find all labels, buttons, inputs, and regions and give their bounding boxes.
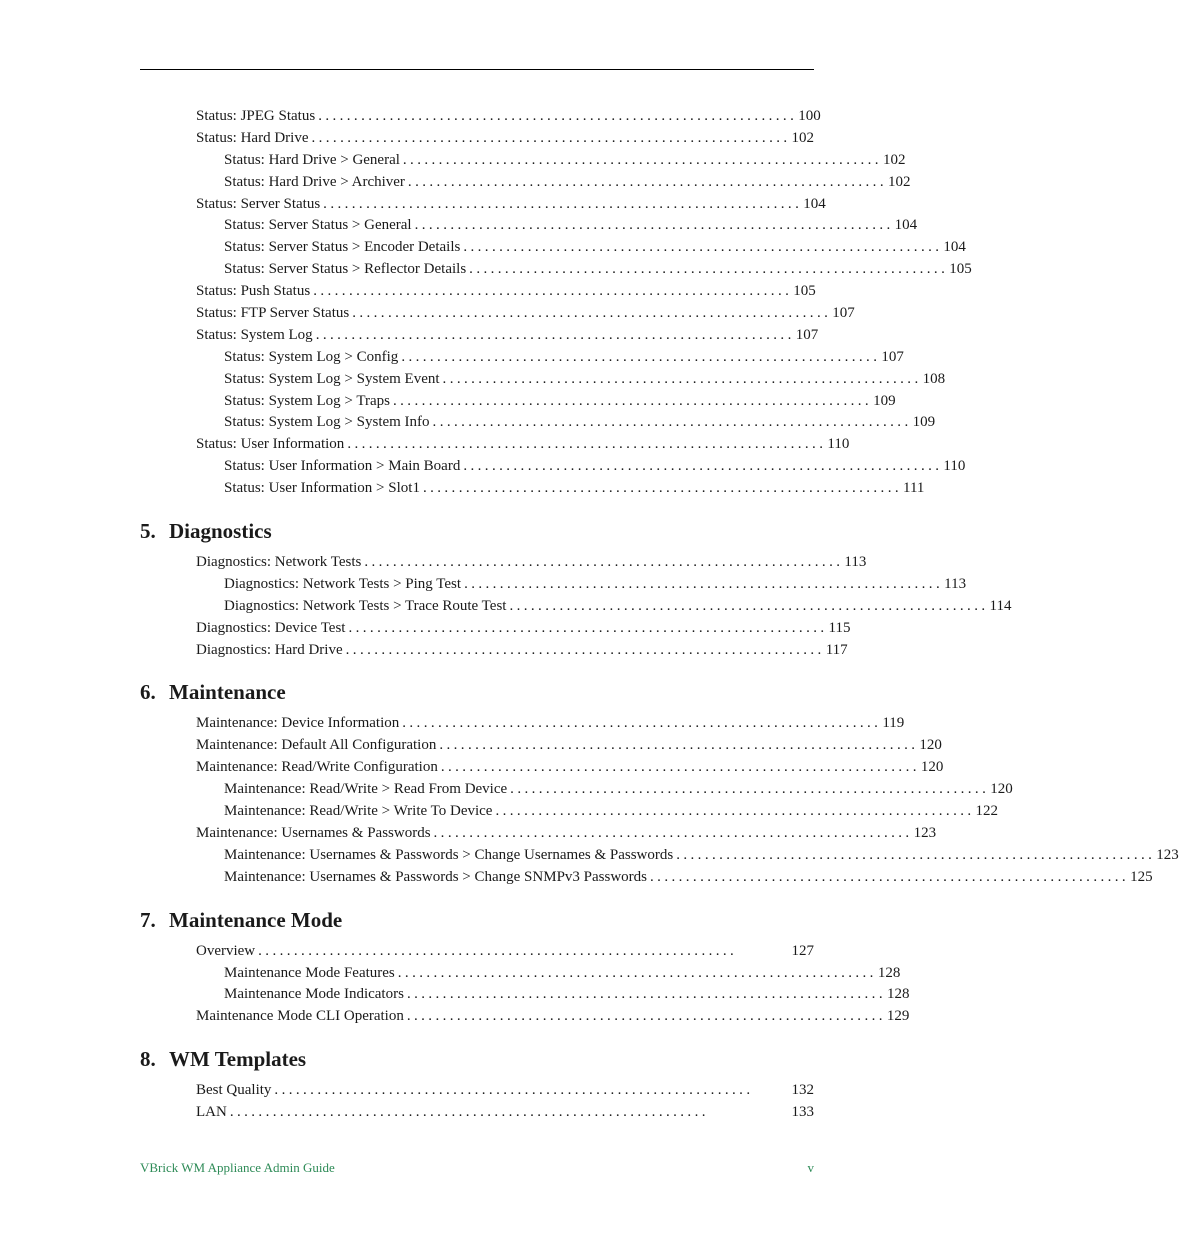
page-footer — [140, 1160, 814, 1176]
toc-entry[interactable] — [140, 347, 904, 369]
chapter-title: Maintenance — [169, 680, 286, 705]
dot-leader: ................................................................... — [464, 575, 944, 592]
toc-entry-page: 111 — [903, 480, 925, 497]
dot-leader: ................................................................... — [348, 619, 828, 636]
dot-leader: ................................................................... — [439, 737, 919, 754]
toc-entry-title: Status: System Log > Traps — [224, 392, 390, 409]
toc-entry[interactable] — [140, 984, 910, 1006]
toc-entry-page: 114 — [989, 597, 1012, 614]
toc-entry[interactable] — [140, 801, 999, 823]
toc-entry-page: 120 — [919, 737, 942, 754]
toc-entry-title: Status: Server Status > General — [224, 217, 412, 234]
chapter-heading — [140, 907, 814, 933]
toc-entry-title: Diagnostics: Device Test — [196, 619, 346, 636]
dot-leader: ................................................................... — [509, 597, 989, 614]
chapter-number: 6. — [140, 680, 156, 705]
toc-entry[interactable] — [140, 194, 826, 216]
toc-entry-page: 125 — [1130, 868, 1153, 885]
toc-entry[interactable] — [140, 478, 925, 500]
dot-leader: ................................................................... — [650, 868, 1130, 885]
toc-entry-page: 122 — [975, 803, 999, 820]
toc-entry[interactable] — [140, 456, 966, 478]
dot-leader: ................................................................... — [433, 824, 913, 841]
toc-entry[interactable] — [140, 237, 966, 259]
chapter-title: Diagnostics — [169, 519, 272, 544]
header-rule — [140, 69, 814, 70]
toc-entry-title: Maintenance Mode CLI Operation — [196, 1008, 404, 1025]
dot-leader: ................................................................... — [311, 129, 791, 146]
toc-entry[interactable] — [140, 963, 901, 985]
toc-entry-page: 132 — [791, 1082, 814, 1099]
toc-entry-page: 117 — [825, 641, 848, 658]
toc-entry-page: 119 — [882, 715, 905, 732]
toc-entry-title: Status: Server Status > Reflector Details — [224, 261, 467, 278]
dot-leader: ................................................................... — [432, 414, 912, 431]
toc-entry-title: Status: Server Status > Encoder Details — [224, 239, 461, 256]
toc-entry[interactable] — [140, 1006, 910, 1028]
toc-entry[interactable] — [140, 713, 905, 735]
dot-leader: ................................................................... — [393, 392, 873, 409]
dot-leader: ................................................................... — [258, 942, 738, 959]
toc-entry-page: 133 — [791, 1104, 814, 1121]
toc-entry-title: Status: System Log > System Info — [224, 414, 430, 431]
toc-entry-title: Diagnostics: Hard Drive — [196, 641, 343, 658]
toc-entry-page: 102 — [887, 173, 911, 190]
chapter-heading — [140, 1046, 814, 1072]
toc-entry-title: Maintenance: Read/Write > Write To Device — [224, 803, 493, 820]
toc-entry-title: Maintenance: Read/Write > Read From Device — [224, 781, 508, 798]
toc-entry-title: Status: Server Status — [196, 195, 321, 212]
toc-entry[interactable] — [140, 325, 819, 347]
toc-entry-title: Maintenance: Read/Write Configuration — [196, 759, 438, 776]
dot-leader: ................................................................... — [313, 283, 793, 300]
toc-entry-page: 102 — [882, 151, 906, 168]
toc-entry-title: Status: User Information > Main Board — [224, 458, 461, 475]
toc-entry[interactable] — [140, 128, 814, 150]
toc-entry-title: Status: Hard Drive — [196, 129, 309, 146]
toc-entry[interactable] — [140, 596, 1012, 618]
dot-leader: ................................................................... — [510, 781, 990, 798]
toc-entry-page: 104 — [943, 239, 966, 256]
toc-entry-title: Maintenance: Default All Configuration — [196, 737, 437, 754]
toc-entry-page: 104 — [803, 195, 826, 212]
toc-entry-page: 109 — [873, 392, 896, 409]
toc-entry[interactable] — [140, 259, 972, 281]
dot-leader: ................................................................... — [347, 436, 827, 453]
dot-leader: ................................................................... — [402, 715, 882, 732]
table-of-contents — [140, 106, 1179, 1124]
chapter-number: 5. — [140, 519, 156, 544]
toc-entry[interactable] — [140, 106, 821, 128]
toc-entry-page: 129 — [886, 1008, 910, 1025]
dot-leader: ................................................................... — [414, 217, 894, 234]
toc-entry-page: 113 — [844, 554, 867, 571]
dot-leader: ................................................................... — [402, 151, 882, 168]
toc-entry-title: Status: System Log — [196, 326, 313, 343]
toc-entry-title: Maintenance Mode Indicators — [224, 986, 404, 1003]
footer-page-number: v — [807, 1160, 814, 1175]
toc-entry-page: 102 — [791, 129, 815, 146]
toc-entry[interactable] — [140, 172, 911, 194]
chapter-heading — [140, 679, 814, 705]
dot-leader: ................................................................... — [315, 326, 795, 343]
dot-leader: ................................................................... — [345, 641, 825, 658]
toc-entry-page: 104 — [894, 217, 918, 234]
toc-entry-page: 120 — [990, 781, 1013, 798]
toc-entry[interactable] — [140, 303, 855, 325]
chapter-number: 8. — [140, 1047, 156, 1072]
toc-entry-title: Status: User Information — [196, 436, 345, 453]
toc-entry-page: 127 — [791, 942, 814, 959]
toc-entry-page: 105 — [949, 261, 972, 278]
toc-entry[interactable] — [140, 391, 896, 413]
toc-entry[interactable] — [140, 779, 1013, 801]
toc-entry-page: 100 — [798, 108, 821, 124]
toc-entry-title: Status: User Information > Slot1 — [224, 480, 420, 497]
toc-entry-title: Status: Hard Drive > Archiver — [224, 173, 405, 190]
dot-leader: ................................................................... — [440, 759, 920, 776]
toc-entry-title: Maintenance: Usernames & Passwords > Change Usernames & Passwords — [224, 846, 674, 863]
dot-leader: ................................................................... — [401, 348, 881, 365]
toc-entry-page: 105 — [793, 283, 816, 300]
toc-entry-page: 115 — [828, 619, 851, 636]
dot-leader: ................................................................... — [422, 480, 903, 497]
dot-leader: ................................................................... — [274, 1082, 754, 1099]
toc-entry-title: Diagnostics: Network Tests — [196, 554, 362, 571]
dot-leader: ................................................................... — [463, 458, 943, 475]
chapter-heading — [140, 518, 814, 544]
dot-leader: ................................................................... — [318, 108, 798, 124]
toc-entry-title: Diagnostics: Network Tests > Trace Route Test — [224, 597, 507, 614]
toc-entry-title: Diagnostics: Network Tests > Ping Test — [224, 575, 462, 592]
toc-entry[interactable] — [140, 757, 944, 779]
toc-entry-page: 110 — [827, 436, 850, 453]
toc-entry-page: 107 — [881, 348, 904, 365]
toc-entry[interactable] — [140, 412, 936, 434]
chapter-title: Maintenance Mode — [169, 907, 343, 932]
toc-entry[interactable] — [140, 574, 967, 596]
toc-entry-title: Status: Hard Drive > General — [224, 151, 400, 168]
toc-entry-page: 123 — [1156, 846, 1179, 863]
toc-entry-page: 107 — [795, 326, 819, 343]
toc-entry-page: 120 — [920, 759, 944, 776]
toc-entry[interactable] — [140, 1080, 814, 1102]
chapter-number: 7. — [140, 907, 156, 932]
toc-entry-title: Best Quality — [196, 1082, 272, 1099]
dot-leader: ................................................................... — [364, 554, 844, 571]
dot-leader: ................................................................... — [406, 1008, 886, 1025]
toc-entry-title: Maintenance Mode Features — [224, 964, 395, 981]
toc-entry[interactable] — [140, 1102, 814, 1124]
toc-entry-title: Status: Push Status — [196, 283, 311, 300]
toc-entry-page: 107 — [832, 305, 855, 322]
toc-entry-title: LAN — [196, 1104, 227, 1121]
toc-entry-page: 128 — [887, 986, 910, 1003]
toc-entry-title: Status: JPEG Status — [196, 108, 316, 124]
toc-entry-page: 108 — [922, 370, 946, 387]
dot-leader: ................................................................... — [469, 261, 949, 278]
dot-leader: ................................................................... — [406, 986, 886, 1003]
dot-leader: ................................................................... — [676, 846, 1156, 863]
toc-entry[interactable] — [140, 215, 918, 237]
dot-leader: ................................................................... — [495, 803, 975, 820]
toc-entry[interactable] — [140, 735, 942, 757]
toc-entry-title: Maintenance: Usernames & Passwords — [196, 824, 431, 841]
toc-entry-page: 123 — [913, 824, 937, 841]
toc-entry-page: 128 — [877, 964, 901, 981]
toc-entry-title: Status: FTP Server Status — [196, 305, 350, 322]
dot-leader: ................................................................... — [352, 305, 832, 322]
toc-entry[interactable] — [140, 618, 851, 640]
dot-leader: ................................................................... — [407, 173, 887, 190]
toc-entry-title: Status: System Log > System Event — [224, 370, 440, 387]
chapter-title: WM Templates — [169, 1047, 307, 1072]
toc-entry-title: Overview — [196, 942, 256, 959]
toc-entry-page: 110 — [943, 458, 966, 475]
toc-entry[interactable] — [140, 434, 850, 456]
toc-entry[interactable] — [140, 640, 848, 662]
toc-entry[interactable] — [140, 845, 1179, 867]
toc-entry[interactable] — [140, 150, 906, 172]
toc-entry-title: Maintenance: Usernames & Passwords > Change SNMPv3 Passwords — [224, 868, 648, 885]
dot-leader: ................................................................... — [323, 195, 803, 212]
toc-entry[interactable] — [140, 823, 937, 845]
toc-entry[interactable] — [140, 552, 867, 574]
toc-entry-title: Status: System Log > Config — [224, 348, 399, 365]
toc-entry[interactable] — [140, 281, 814, 303]
dot-leader: ................................................................... — [463, 239, 943, 256]
footer-guide-title: VBrick WM Appliance Admin Guide — [140, 1160, 335, 1175]
dot-leader: ................................................................... — [397, 964, 877, 981]
dot-leader: ................................................................... — [442, 370, 922, 387]
toc-entry-page: 113 — [944, 575, 967, 592]
toc-entry[interactable] — [140, 867, 1153, 889]
dot-leader: ................................................................... — [229, 1104, 709, 1121]
toc-entry[interactable] — [140, 369, 946, 391]
toc-entry-title: Maintenance: Device Information — [196, 715, 400, 732]
toc-entry-page: 109 — [912, 414, 936, 431]
toc-entry[interactable] — [140, 941, 814, 963]
